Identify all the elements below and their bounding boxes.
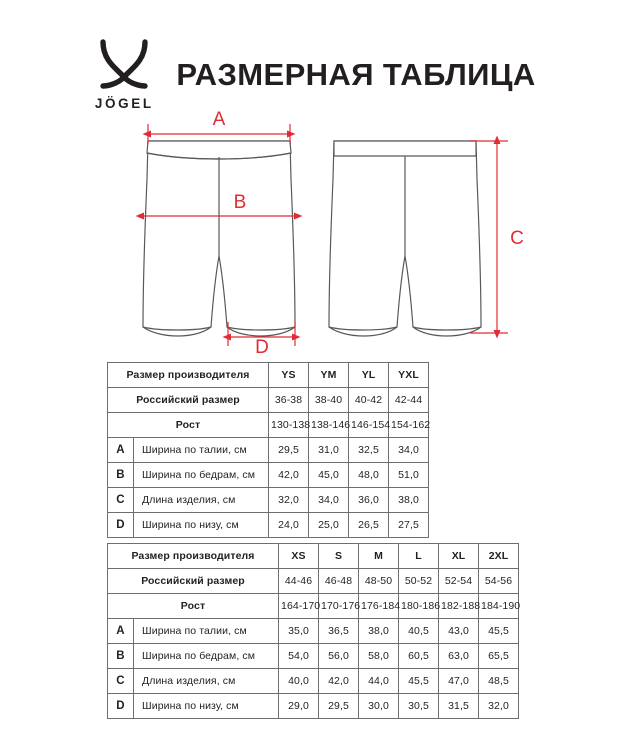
header-size-cell: L (399, 544, 439, 569)
measure-label: Ширина по бедрам, см (134, 644, 279, 669)
measure-letter: C (108, 669, 134, 694)
measure-label: Длина изделия, см (134, 488, 269, 513)
height-cell: 130-138 (269, 413, 309, 438)
table-row (108, 488, 429, 513)
measure-letter: B (108, 644, 134, 669)
measure-value: 34,0 (309, 488, 349, 513)
measure-value: 34,0 (389, 438, 429, 463)
ru-size-cell: 44-46 (279, 569, 319, 594)
shorts-back-view (329, 141, 481, 336)
measure-label: Ширина по низу, см (134, 694, 279, 719)
measure-value: 58,0 (359, 644, 399, 669)
brand-logo (88, 38, 160, 110)
measure-value: 54,0 (279, 644, 319, 669)
header-size-cell: YXL (389, 363, 429, 388)
measure-label: Ширина по талии, см (134, 619, 279, 644)
page-title: РАЗМЕРНАЯ ТАБЛИЦА (176, 56, 536, 92)
measure-label: Ширина по талии, см (134, 438, 269, 463)
table-row (108, 694, 519, 719)
table-row-height (108, 594, 519, 619)
measure-label: Длина изделия, см (134, 669, 279, 694)
measure-value: 65,5 (479, 644, 519, 669)
jogel-crossed-chalice-logo (97, 39, 151, 94)
ru-size-cell: 42-44 (389, 388, 429, 413)
label-a: A (212, 109, 226, 130)
label-b: B (233, 192, 247, 213)
header-size-cell: XS (279, 544, 319, 569)
brand-wordmark: JÖGEL (94, 95, 154, 111)
header-size-cell: XL (439, 544, 479, 569)
ru-size-cell: 38-40 (309, 388, 349, 413)
table-row (108, 438, 429, 463)
measure-value: 38,0 (359, 619, 399, 644)
height-cell: 184-190 (479, 594, 519, 619)
height-cell: 164-170 (279, 594, 319, 619)
measure-value: 63,0 (439, 644, 479, 669)
header-size-cell: YL (349, 363, 389, 388)
measure-value: 40,0 (279, 669, 319, 694)
ru-size-cell: 52-54 (439, 569, 479, 594)
measure-value: 24,0 (269, 513, 309, 538)
table-row (108, 513, 429, 538)
height-cell: 176-184 (359, 594, 399, 619)
measure-value: 26,5 (349, 513, 389, 538)
measure-label: Ширина по низу, см (134, 513, 269, 538)
height-cell: 180-186 (399, 594, 439, 619)
height-cell: 154-162 (389, 413, 429, 438)
height-cell: 182-188 (439, 594, 479, 619)
measure-value: 25,0 (309, 513, 349, 538)
shorts-measurement-diagram (0, 108, 624, 353)
measure-value: 42,0 (319, 669, 359, 694)
measure-letter: D (108, 513, 134, 538)
measure-value: 43,0 (439, 619, 479, 644)
height-cell: 170-176 (319, 594, 359, 619)
header-manufacturer-size: Размер производителя (108, 544, 279, 569)
table-row (108, 644, 519, 669)
measure-value: 31,0 (309, 438, 349, 463)
measure-value: 48,0 (349, 463, 389, 488)
label-d: D (255, 337, 269, 353)
measure-value: 32,0 (479, 694, 519, 719)
header-height: Рост (108, 594, 279, 619)
measure-value: 56,0 (319, 644, 359, 669)
measure-letter: D (108, 694, 134, 719)
measure-value: 60,5 (399, 644, 439, 669)
header-size-cell: M (359, 544, 399, 569)
ru-size-cell: 50-52 (399, 569, 439, 594)
header-size-cell: YS (269, 363, 309, 388)
height-cell: 146-154 (349, 413, 389, 438)
ru-size-cell: 46-48 (319, 569, 359, 594)
table-row-height (108, 413, 429, 438)
table-row-ru-size (108, 569, 519, 594)
header-size-cell: YM (309, 363, 349, 388)
measure-value: 51,0 (389, 463, 429, 488)
measure-value: 45,5 (399, 669, 439, 694)
height-cell: 138-146 (309, 413, 349, 438)
ru-size-cell: 48-50 (359, 569, 399, 594)
label-c: C (510, 228, 524, 249)
measure-label: Ширина по бедрам, см (134, 463, 269, 488)
measure-letter: C (108, 488, 134, 513)
measure-value: 44,0 (359, 669, 399, 694)
measure-letter: B (108, 463, 134, 488)
measure-value: 48,5 (479, 669, 519, 694)
measure-value: 31,5 (439, 694, 479, 719)
ru-size-cell: 40-42 (349, 388, 389, 413)
measure-value: 29,5 (269, 438, 309, 463)
shorts-front-view (143, 141, 295, 336)
size-table-youth (107, 362, 429, 538)
table-row (108, 463, 429, 488)
measure-value: 32,5 (349, 438, 389, 463)
measure-value: 32,0 (269, 488, 309, 513)
table-row-header (108, 544, 519, 569)
header-ru-size: Российский размер (108, 388, 269, 413)
measure-value: 36,0 (349, 488, 389, 513)
measure-value: 45,5 (479, 619, 519, 644)
table-row-ru-size (108, 388, 429, 413)
ru-size-cell: 36-38 (269, 388, 309, 413)
table-row (108, 669, 519, 694)
header-size-cell: 2XL (479, 544, 519, 569)
measure-value: 42,0 (269, 463, 309, 488)
header-manufacturer-size: Размер производителя (108, 363, 269, 388)
measure-value: 29,5 (319, 694, 359, 719)
header-ru-size: Российский размер (108, 569, 279, 594)
measure-value: 27,5 (389, 513, 429, 538)
measure-value: 35,0 (279, 619, 319, 644)
measure-value: 40,5 (399, 619, 439, 644)
page-header (0, 36, 624, 112)
ru-size-cell: 54-56 (479, 569, 519, 594)
measure-value: 45,0 (309, 463, 349, 488)
measure-letter: A (108, 619, 134, 644)
measure-letter: A (108, 438, 134, 463)
measure-value: 47,0 (439, 669, 479, 694)
header-size-cell: S (319, 544, 359, 569)
size-table-adult (107, 543, 519, 719)
table-row (108, 619, 519, 644)
header-height: Рост (108, 413, 269, 438)
table-row-header (108, 363, 429, 388)
measure-value: 36,5 (319, 619, 359, 644)
measure-value: 29,0 (279, 694, 319, 719)
measure-value: 30,0 (359, 694, 399, 719)
measure-value: 30,5 (399, 694, 439, 719)
measure-value: 38,0 (389, 488, 429, 513)
